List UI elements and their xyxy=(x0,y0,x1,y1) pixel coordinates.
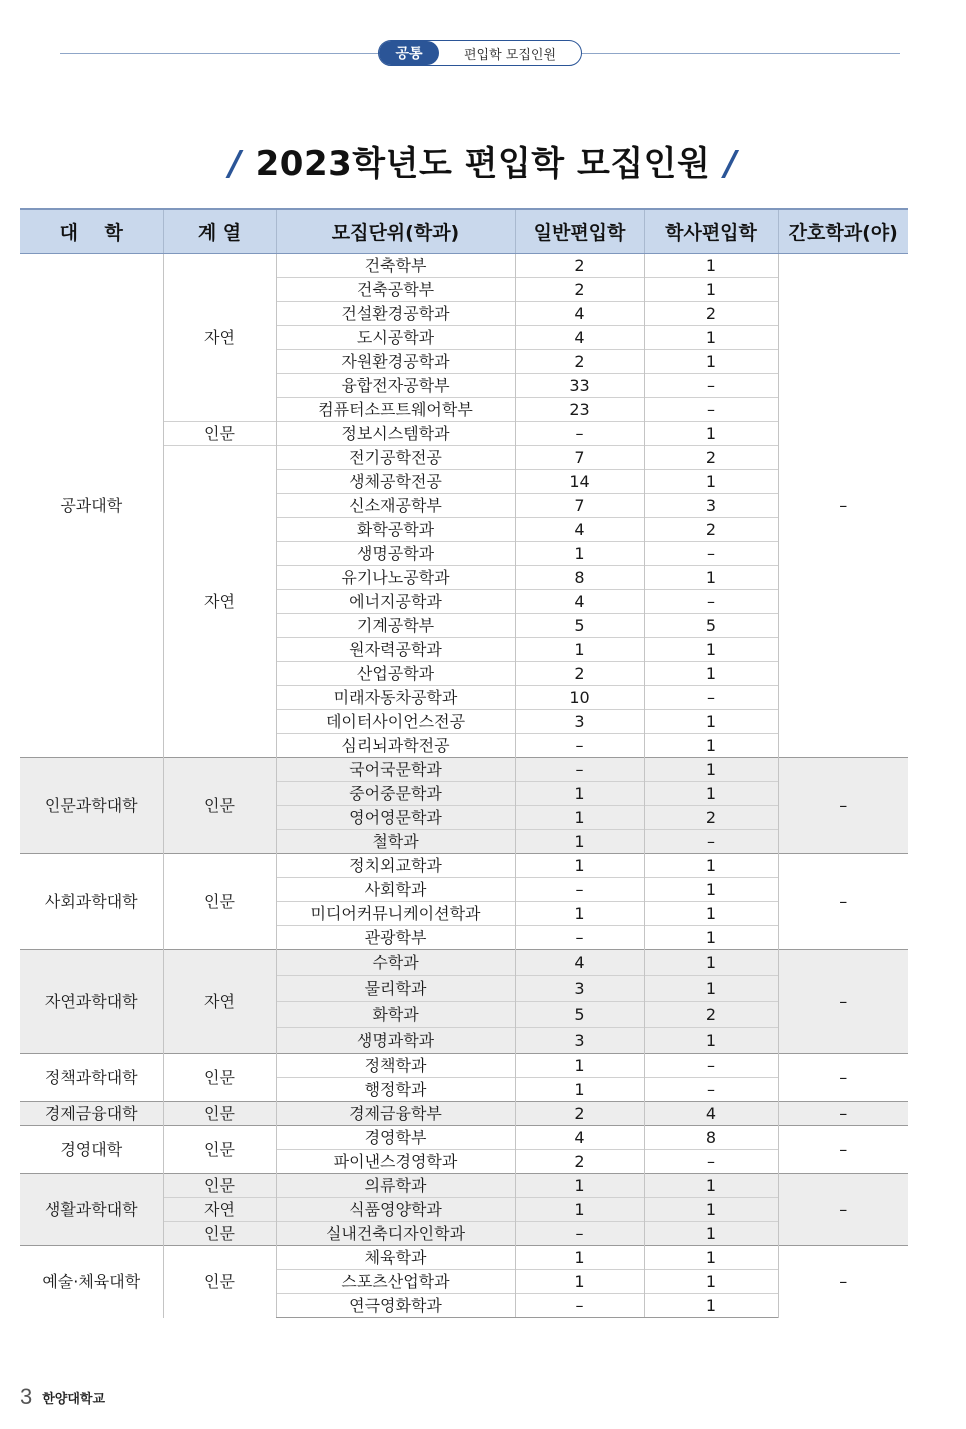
general-count-cell: – xyxy=(515,926,644,950)
page-title xyxy=(0,136,966,186)
college-cell: 자연과학대학 xyxy=(20,950,163,1054)
general-count-cell: 5 xyxy=(515,614,644,638)
bachelor-count-cell: 1 xyxy=(644,734,778,758)
unit-cell: 건설환경공학과 xyxy=(276,302,515,326)
bachelor-count-cell: 1 xyxy=(644,1270,778,1294)
college-group xyxy=(20,254,908,758)
unit-cell: 물리학과 xyxy=(276,976,515,1002)
bachelor-count-cell: 1 xyxy=(644,638,778,662)
nursing-cell: – xyxy=(778,1174,908,1246)
bachelor-count-cell: 1 xyxy=(644,1222,778,1246)
bachelor-count-cell: 1 xyxy=(644,422,778,446)
bachelor-count-cell: 2 xyxy=(644,446,778,470)
table-row xyxy=(20,950,908,976)
college-cell: 정책과학대학 xyxy=(20,1054,163,1102)
unit-cell: 기계공학부 xyxy=(276,614,515,638)
title-slash-left: / xyxy=(228,144,242,184)
section-tag-title: 편입학 모집인원 xyxy=(463,47,557,63)
general-count-cell: 2 xyxy=(515,1102,644,1126)
unit-cell: 관광학부 xyxy=(276,926,515,950)
col-header-nursing: 간호학과(야) xyxy=(778,209,908,254)
track-cell: 인문 xyxy=(163,1222,276,1246)
general-count-cell: 1 xyxy=(515,638,644,662)
general-count-cell: 4 xyxy=(515,302,644,326)
general-count-cell: 1 xyxy=(515,782,644,806)
general-count-cell: 2 xyxy=(515,254,644,278)
bachelor-count-cell: – xyxy=(644,830,778,854)
general-count-cell: 1 xyxy=(515,542,644,566)
track-cell: 자연 xyxy=(163,254,276,422)
unit-cell: 중어중문학과 xyxy=(276,782,515,806)
track-cell: 자연 xyxy=(163,950,276,1054)
bachelor-count-cell: 1 xyxy=(644,782,778,806)
general-count-cell: 7 xyxy=(515,494,644,518)
track-cell: 인문 xyxy=(163,422,276,446)
unit-cell: 자원환경공학과 xyxy=(276,350,515,374)
bachelor-count-cell: – xyxy=(644,1078,778,1102)
bachelor-count-cell: 2 xyxy=(644,806,778,830)
table-row xyxy=(20,1054,908,1078)
nursing-cell: – xyxy=(778,950,908,1054)
general-count-cell: 1 xyxy=(515,1246,644,1270)
track-cell: 자연 xyxy=(163,446,276,758)
footer-school-name: 한양대학교 xyxy=(42,1391,106,1407)
unit-cell: 심리뇌과학전공 xyxy=(276,734,515,758)
track-cell: 인문 xyxy=(163,1054,276,1102)
unit-cell: 정보시스템학과 xyxy=(276,422,515,446)
general-count-cell: 2 xyxy=(515,278,644,302)
college-group xyxy=(20,1126,908,1174)
table-row xyxy=(20,254,908,278)
bachelor-count-cell: 1 xyxy=(644,926,778,950)
college-cell: 공과대학 xyxy=(20,254,163,758)
unit-cell: 건축공학부 xyxy=(276,278,515,302)
bachelor-count-cell: 1 xyxy=(644,1294,778,1318)
unit-cell: 사회학과 xyxy=(276,878,515,902)
track-cell: 인문 xyxy=(163,1174,276,1198)
unit-cell: 영어영문학과 xyxy=(276,806,515,830)
track-cell: 인문 xyxy=(163,1246,276,1318)
nursing-cell: – xyxy=(778,854,908,950)
general-count-cell: 2 xyxy=(515,662,644,686)
bachelor-count-cell: – xyxy=(644,590,778,614)
general-count-cell: 1 xyxy=(515,806,644,830)
admissions-table xyxy=(20,208,908,1318)
general-count-cell: 1 xyxy=(515,854,644,878)
general-count-cell: 8 xyxy=(515,566,644,590)
col-header-unit: 모집단위(학과) xyxy=(276,209,515,254)
page-footer xyxy=(20,1384,105,1410)
general-count-cell: 2 xyxy=(515,1150,644,1174)
col-header-bachelor: 학사편입학 xyxy=(644,209,778,254)
unit-cell: 스포츠산업학과 xyxy=(276,1270,515,1294)
bachelor-count-cell: 1 xyxy=(644,854,778,878)
unit-cell: 건축학부 xyxy=(276,254,515,278)
bachelor-count-cell: 5 xyxy=(644,614,778,638)
unit-cell: 정치외교학과 xyxy=(276,854,515,878)
bachelor-count-cell: 1 xyxy=(644,976,778,1002)
unit-cell: 연극영화학과 xyxy=(276,1294,515,1318)
general-count-cell: 10 xyxy=(515,686,644,710)
unit-cell: 유기나노공학과 xyxy=(276,566,515,590)
title-slash-right: / xyxy=(724,144,738,184)
unit-cell: 체육학과 xyxy=(276,1246,515,1270)
bachelor-count-cell: 1 xyxy=(644,470,778,494)
nursing-cell: – xyxy=(778,1054,908,1102)
bachelor-count-cell: 2 xyxy=(644,1002,778,1028)
unit-cell: 정책학과 xyxy=(276,1054,515,1078)
bachelor-count-cell: 2 xyxy=(644,518,778,542)
table-row xyxy=(20,854,908,878)
unit-cell: 철학과 xyxy=(276,830,515,854)
general-count-cell: 1 xyxy=(515,1174,644,1198)
track-cell: 인문 xyxy=(163,1102,276,1126)
college-group xyxy=(20,950,908,1054)
bachelor-count-cell: 1 xyxy=(644,326,778,350)
college-cell: 경제금융대학 xyxy=(20,1102,163,1126)
general-count-cell: – xyxy=(515,878,644,902)
bachelor-count-cell: – xyxy=(644,398,778,422)
general-count-cell: – xyxy=(515,422,644,446)
college-group xyxy=(20,1246,908,1318)
bachelor-count-cell: 1 xyxy=(644,1246,778,1270)
nursing-cell: – xyxy=(778,1246,908,1318)
college-group xyxy=(20,1174,908,1246)
table-row xyxy=(20,758,908,782)
unit-cell: 식품영양학과 xyxy=(276,1198,515,1222)
general-count-cell: 4 xyxy=(515,950,644,976)
college-group xyxy=(20,1054,908,1102)
bachelor-count-cell: 1 xyxy=(644,278,778,302)
bachelor-count-cell: – xyxy=(644,542,778,566)
col-header-track: 계 열 xyxy=(163,209,276,254)
college-cell: 경영대학 xyxy=(20,1126,163,1174)
bachelor-count-cell: – xyxy=(644,686,778,710)
general-count-cell: 3 xyxy=(515,1028,644,1054)
table-row xyxy=(20,1246,908,1270)
unit-cell: 수학과 xyxy=(276,950,515,976)
col-header-general: 일반편입학 xyxy=(515,209,644,254)
bachelor-count-cell: – xyxy=(644,1150,778,1174)
unit-cell: 융합전자공학부 xyxy=(276,374,515,398)
general-count-cell: 1 xyxy=(515,1198,644,1222)
general-count-cell: 1 xyxy=(515,1054,644,1078)
bachelor-count-cell: 1 xyxy=(644,902,778,926)
college-group xyxy=(20,1102,908,1126)
nursing-cell: – xyxy=(778,254,908,758)
unit-cell: 도시공학과 xyxy=(276,326,515,350)
unit-cell: 미래자동차공학과 xyxy=(276,686,515,710)
general-count-cell: 4 xyxy=(515,590,644,614)
col-header-college: 대 학 xyxy=(20,209,163,254)
general-count-cell: 3 xyxy=(515,710,644,734)
general-count-cell: 4 xyxy=(515,1126,644,1150)
bachelor-count-cell: 4 xyxy=(644,1102,778,1126)
page-number: 3 xyxy=(20,1384,33,1409)
bachelor-count-cell: 1 xyxy=(644,878,778,902)
general-count-cell: – xyxy=(515,758,644,782)
unit-cell: 생체공학전공 xyxy=(276,470,515,494)
general-count-cell: 1 xyxy=(515,1078,644,1102)
bachelor-count-cell: 1 xyxy=(644,566,778,590)
unit-cell: 데이터사이언스전공 xyxy=(276,710,515,734)
unit-cell: 행정학과 xyxy=(276,1078,515,1102)
college-group xyxy=(20,854,908,950)
bachelor-count-cell: 3 xyxy=(644,494,778,518)
nursing-cell: – xyxy=(778,758,908,854)
bachelor-count-cell: 1 xyxy=(644,662,778,686)
general-count-cell: 1 xyxy=(515,1270,644,1294)
general-count-cell: 33 xyxy=(515,374,644,398)
table-row xyxy=(20,1102,908,1126)
general-count-cell: 1 xyxy=(515,902,644,926)
college-group xyxy=(20,758,908,854)
general-count-cell: 5 xyxy=(515,1002,644,1028)
table-row xyxy=(20,1126,908,1150)
college-cell: 생활과학대학 xyxy=(20,1174,163,1246)
general-count-cell: – xyxy=(515,734,644,758)
general-count-cell: – xyxy=(515,1294,644,1318)
general-count-cell: 14 xyxy=(515,470,644,494)
bachelor-count-cell: 1 xyxy=(644,758,778,782)
unit-cell: 경영학부 xyxy=(276,1126,515,1150)
track-cell: 인문 xyxy=(163,758,276,854)
bachelor-count-cell: 1 xyxy=(644,1198,778,1222)
unit-cell: 실내건축디자인학과 xyxy=(276,1222,515,1246)
table-header-row xyxy=(20,209,908,254)
unit-cell: 에너지공학과 xyxy=(276,590,515,614)
bachelor-count-cell: 1 xyxy=(644,1174,778,1198)
unit-cell: 화학공학과 xyxy=(276,518,515,542)
unit-cell: 미디어커뮤니케이션학과 xyxy=(276,902,515,926)
track-cell: 인문 xyxy=(163,1126,276,1174)
unit-cell: 생명과학과 xyxy=(276,1028,515,1054)
general-count-cell: 2 xyxy=(515,350,644,374)
unit-cell: 경제금융학부 xyxy=(276,1102,515,1126)
general-count-cell: 1 xyxy=(515,830,644,854)
college-cell: 사회과학대학 xyxy=(20,854,163,950)
track-cell: 자연 xyxy=(163,1198,276,1222)
bachelor-count-cell: 1 xyxy=(644,710,778,734)
unit-cell: 산업공학과 xyxy=(276,662,515,686)
general-count-cell: 4 xyxy=(515,518,644,542)
bachelor-count-cell: 1 xyxy=(644,254,778,278)
general-count-cell: 23 xyxy=(515,398,644,422)
bachelor-count-cell: 1 xyxy=(644,950,778,976)
bachelor-count-cell: – xyxy=(644,374,778,398)
nursing-cell: – xyxy=(778,1102,908,1126)
unit-cell: 국어국문학과 xyxy=(276,758,515,782)
unit-cell: 화학과 xyxy=(276,1002,515,1028)
college-cell: 예술·체육대학 xyxy=(20,1246,163,1318)
bachelor-count-cell: 2 xyxy=(644,302,778,326)
unit-cell: 신소재공학부 xyxy=(276,494,515,518)
unit-cell: 원자력공학과 xyxy=(276,638,515,662)
general-count-cell: 4 xyxy=(515,326,644,350)
bachelor-count-cell: 8 xyxy=(644,1126,778,1150)
bachelor-count-cell: 1 xyxy=(644,350,778,374)
nursing-cell: – xyxy=(778,1126,908,1174)
track-cell: 인문 xyxy=(163,854,276,950)
general-count-cell: 3 xyxy=(515,976,644,1002)
bachelor-count-cell: – xyxy=(644,1054,778,1078)
unit-cell: 전기공학전공 xyxy=(276,446,515,470)
table-row xyxy=(20,1174,908,1198)
unit-cell: 컴퓨터소프트웨어학부 xyxy=(276,398,515,422)
title-text: 2023학년도 편입학 모집인원 xyxy=(255,144,711,184)
bachelor-count-cell: 1 xyxy=(644,1028,778,1054)
unit-cell: 파이낸스경영학과 xyxy=(276,1150,515,1174)
section-tag-label: 공통 xyxy=(379,41,439,65)
unit-cell: 생명공학과 xyxy=(276,542,515,566)
general-count-cell: 7 xyxy=(515,446,644,470)
college-cell: 인문과학대학 xyxy=(20,758,163,854)
section-tag xyxy=(378,40,582,66)
unit-cell: 의류학과 xyxy=(276,1174,515,1198)
general-count-cell: – xyxy=(515,1222,644,1246)
